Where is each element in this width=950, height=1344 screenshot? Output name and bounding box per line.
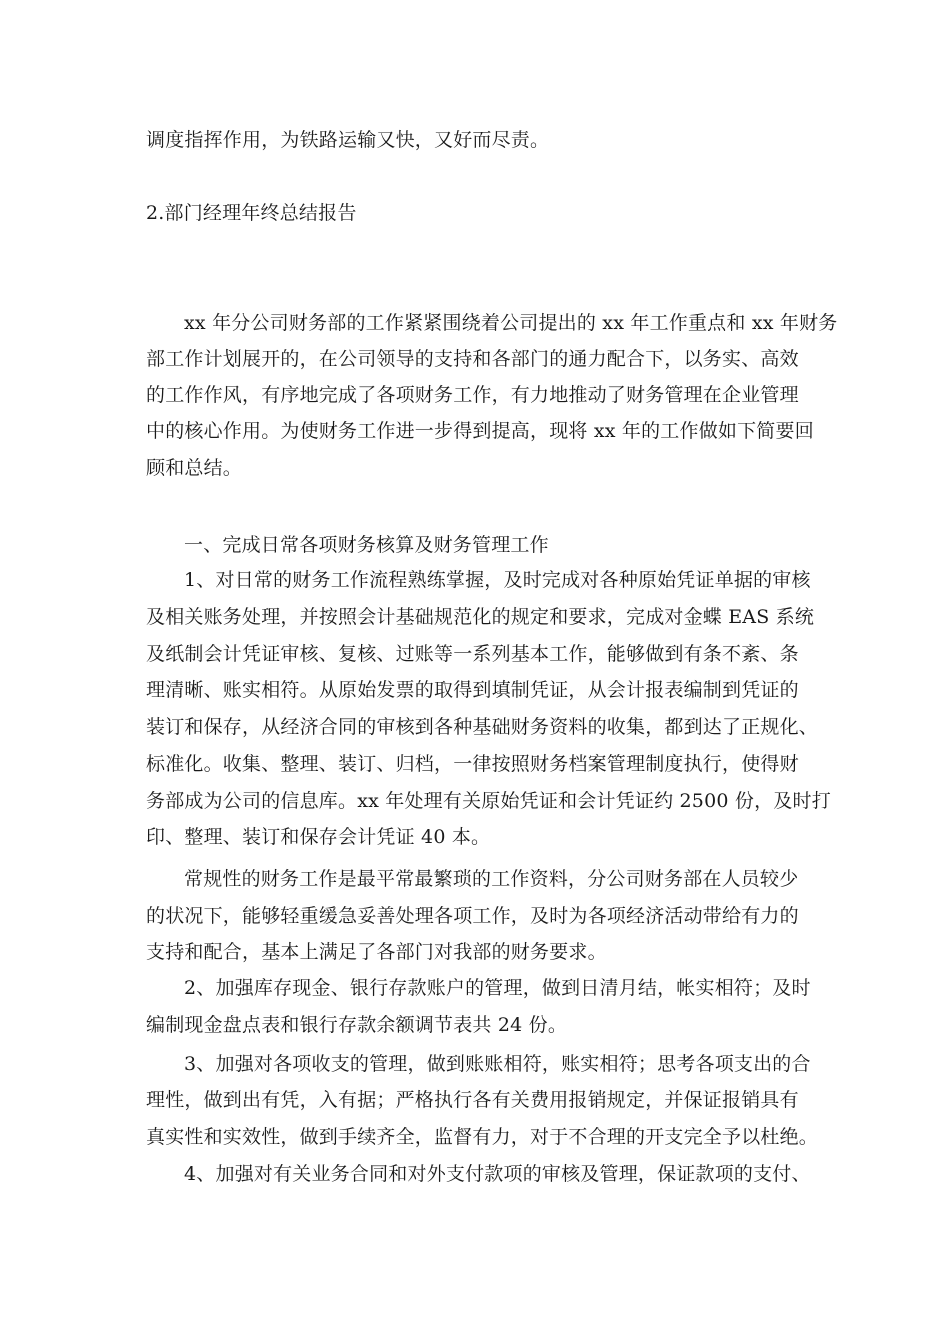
item-1-line: 装订和保存，从经济合同的审核到各种基础财务资料的收集，都到达了正规化、 (146, 716, 819, 738)
item-2-line: 编制现金盘点表和银行存款余额调节表共 24 份。 (146, 1014, 568, 1036)
intro-line: 的工作作风，有序地完成了各项财务工作，有力地推动了财务管理在企业管理 (146, 384, 799, 406)
item-2-line: 2、加强库存现金、银行存款账户的管理，做到日清月结，帐实相符；及时 (184, 977, 811, 999)
intro-line: xx 年分公司财务部的工作紧紧围绕着公司提出的 xx 年工作重点和 xx 年财务 (184, 312, 838, 334)
section-title: 2.部门经理年终总结报告 (146, 202, 357, 224)
item-3-line: 真实性和实效性，做到手续齐全，监督有力，对于不合理的开支完全予以杜绝。 (146, 1126, 819, 1148)
routine-line: 常规性的财务工作是最平常最繁琐的工作资料，分公司财务部在人员较少 (184, 868, 799, 890)
item-3-line: 3、加强对各项收支的管理，做到账账相符，账实相符；思考各项支出的合 (184, 1053, 811, 1075)
intro-line: 部工作计划展开的，在公司领导的支持和各部门的通力配合下，以务实、高效 (146, 348, 799, 370)
item-1-line: 印、整理、装订和保存会计凭证 40 本。 (146, 826, 491, 848)
intro-line: 顾和总结。 (146, 457, 243, 479)
heading-1: 一、完成日常各项财务核算及财务管理工作 (184, 534, 549, 556)
item-4-line: 4、加强对有关业务合同和对外支付款项的审核及管理，保证款项的支付、 (184, 1163, 811, 1185)
routine-line: 的状况下，能够轻重缓急妥善处理各项工作，及时为各项经济活动带给有力的 (146, 905, 799, 927)
item-1-line: 及纸制会计凭证审核、复核、过账等一系列基本工作，能够做到有条不紊、条 (146, 643, 799, 665)
item-1-line: 务部成为公司的信息库。xx 年处理有关原始凭证和会计凭证约 2500 份，及时打 (146, 790, 831, 812)
item-1-line: 1、对日常的财务工作流程熟练掌握，及时完成对各种原始凭证单据的审核 (184, 569, 811, 591)
item-1-line: 标准化。收集、整理、装订、归档，一律按照财务档案管理制度执行，使得财 (146, 753, 799, 775)
continuation-line: 调度指挥作用，为铁路运输又快，又好而尽责。 (146, 129, 550, 151)
routine-line: 支持和配合，基本上满足了各部门对我部的财务要求。 (146, 941, 607, 963)
item-1-line: 及相关账务处理，并按照会计基础规范化的规定和要求，完成对金蝶 EAS 系统 (146, 606, 815, 628)
item-1-line: 理清晰、账实相符。从原始发票的取得到填制凭证，从会计报表编制到凭证的 (146, 679, 799, 701)
item-3-line: 理性，做到出有凭，入有据；严格执行各有关费用报销规定，并保证报销具有 (146, 1089, 799, 1111)
intro-line: 中的核心作用。为使财务工作进一步得到提高，现将 xx 年的工作做如下简要回 (146, 420, 814, 442)
